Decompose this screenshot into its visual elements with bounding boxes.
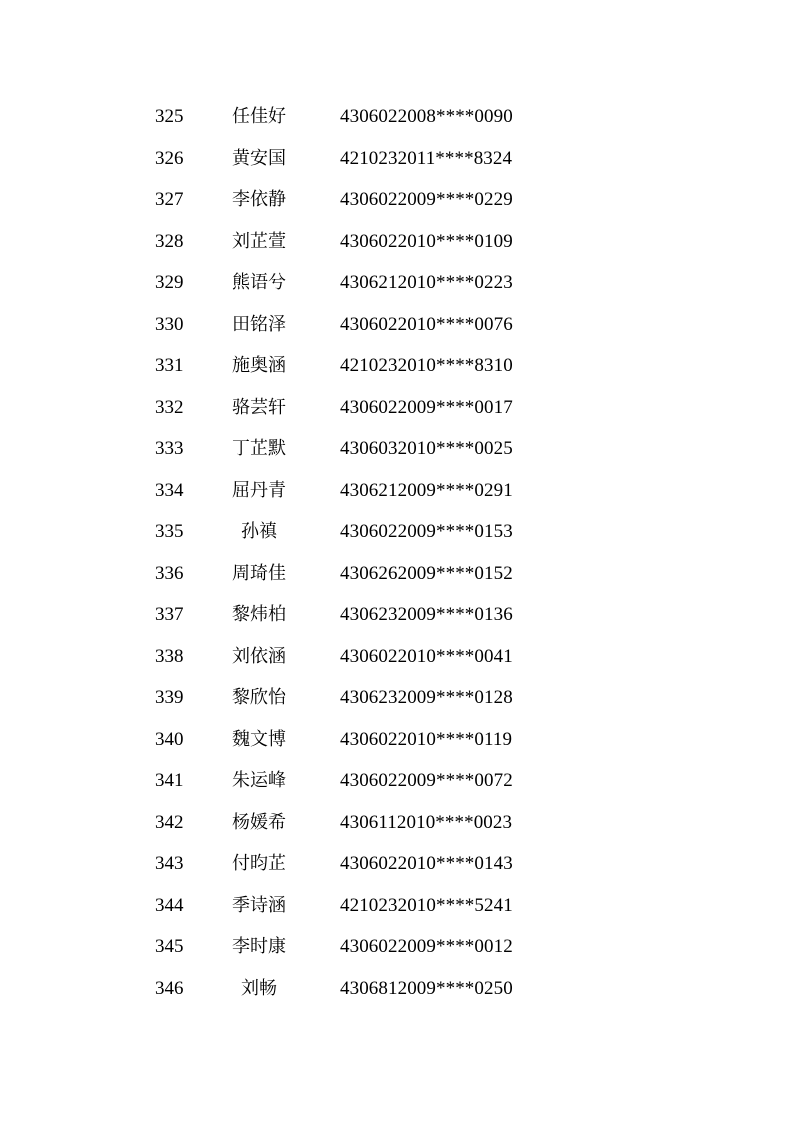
- id-number: 4306022009****0229: [340, 189, 513, 210]
- student-name: 任佳好: [232, 106, 286, 127]
- student-name: 周琦佳: [232, 562, 286, 584]
- list-item: [0, 553, 793, 595]
- list-item: [0, 802, 793, 844]
- student-name: 刘芷萱: [232, 230, 286, 252]
- id-number: 4306022010****0119: [340, 728, 513, 750]
- row-number: 338: [155, 645, 184, 667]
- id-number: 4306262009****0152: [340, 562, 513, 584]
- row-number: 343: [155, 853, 184, 874]
- roster-list: [0, 96, 793, 1009]
- id-number: 4306022008****0090: [340, 106, 513, 127]
- row-number: 346: [155, 977, 184, 999]
- id-number: 4306022010****0109: [340, 230, 513, 252]
- id-number: 4306022009****0012: [340, 936, 513, 957]
- list-item: [0, 470, 793, 512]
- student-name: 骆芸轩: [232, 396, 286, 418]
- list-item: [0, 511, 793, 553]
- list-item: [0, 843, 793, 885]
- list-item: [0, 719, 793, 761]
- student-name: 季诗涵: [232, 894, 286, 916]
- student-name: 施奥涵: [232, 355, 286, 376]
- student-name: 熊语兮: [232, 272, 286, 293]
- student-name: 刘依涵: [232, 645, 286, 667]
- list-item: [0, 760, 793, 802]
- id-number: 4210232010****5241: [340, 894, 513, 916]
- id-number: 4306022010****0143: [340, 853, 513, 874]
- row-number: 341: [155, 770, 184, 791]
- id-number: 4306232009****0136: [340, 604, 513, 625]
- student-name: 刘畅: [241, 977, 277, 999]
- id-number: 4306022010****0076: [340, 313, 513, 335]
- list-item: [0, 636, 793, 678]
- row-number: 333: [155, 438, 184, 459]
- student-name: 朱运峰: [232, 770, 286, 791]
- row-number: 329: [155, 272, 184, 293]
- list-item: [0, 594, 793, 636]
- id-number: 4210232011****8324: [340, 147, 513, 169]
- id-number: 4306112010****0023: [340, 811, 513, 833]
- id-number: 4306812009****0250: [340, 977, 513, 999]
- student-name: 黎欣怡: [232, 687, 286, 708]
- row-number: 335: [155, 521, 184, 542]
- id-number: 4306232009****0128: [340, 687, 513, 708]
- student-name: 李时康: [232, 936, 286, 957]
- row-number: 328: [155, 230, 184, 252]
- list-item: [0, 138, 793, 180]
- id-number: 4306022009****0072: [340, 770, 513, 791]
- row-number: 334: [155, 479, 184, 501]
- student-name: 田铭泽: [232, 313, 286, 335]
- list-item: [0, 968, 793, 1010]
- student-name: 屈丹青: [232, 479, 286, 501]
- row-number: 336: [155, 562, 184, 584]
- list-item: [0, 221, 793, 263]
- id-number: 4306022010****0041: [340, 645, 513, 667]
- student-name: 黎炜柏: [232, 604, 286, 625]
- row-number: 330: [155, 313, 184, 335]
- row-number: 331: [155, 355, 184, 376]
- student-name: 李依静: [232, 189, 286, 210]
- student-name: 魏文博: [232, 728, 286, 750]
- id-number: 4306212009****0291: [340, 479, 513, 501]
- list-item: [0, 677, 793, 719]
- id-number: 4306022009****0017: [340, 396, 513, 418]
- list-item: [0, 926, 793, 968]
- row-number: 326: [155, 147, 184, 169]
- list-item: [0, 345, 793, 387]
- student-name: 黄安国: [232, 147, 286, 169]
- id-number: 4306032010****0025: [340, 438, 513, 459]
- row-number: 340: [155, 728, 184, 750]
- student-name: 杨媛希: [232, 811, 286, 833]
- list-item: [0, 262, 793, 304]
- row-number: 339: [155, 687, 184, 708]
- id-number: 4210232010****8310: [340, 355, 513, 376]
- list-item: [0, 96, 793, 138]
- row-number: 345: [155, 936, 184, 957]
- list-item: [0, 179, 793, 221]
- student-name: 丁芷默: [232, 438, 286, 459]
- row-number: 342: [155, 811, 184, 833]
- row-number: 327: [155, 189, 184, 210]
- list-item: [0, 304, 793, 346]
- list-item: [0, 428, 793, 470]
- row-number: 344: [155, 894, 184, 916]
- list-item: [0, 387, 793, 429]
- id-number: 4306212010****0223: [340, 272, 513, 293]
- id-number: 4306022009****0153: [340, 521, 513, 542]
- row-number: 332: [155, 396, 184, 418]
- list-item: [0, 885, 793, 927]
- row-number: 337: [155, 604, 184, 625]
- student-name: 付昀芷: [232, 853, 286, 874]
- row-number: 325: [155, 106, 184, 127]
- student-name: 孙禛: [241, 521, 277, 542]
